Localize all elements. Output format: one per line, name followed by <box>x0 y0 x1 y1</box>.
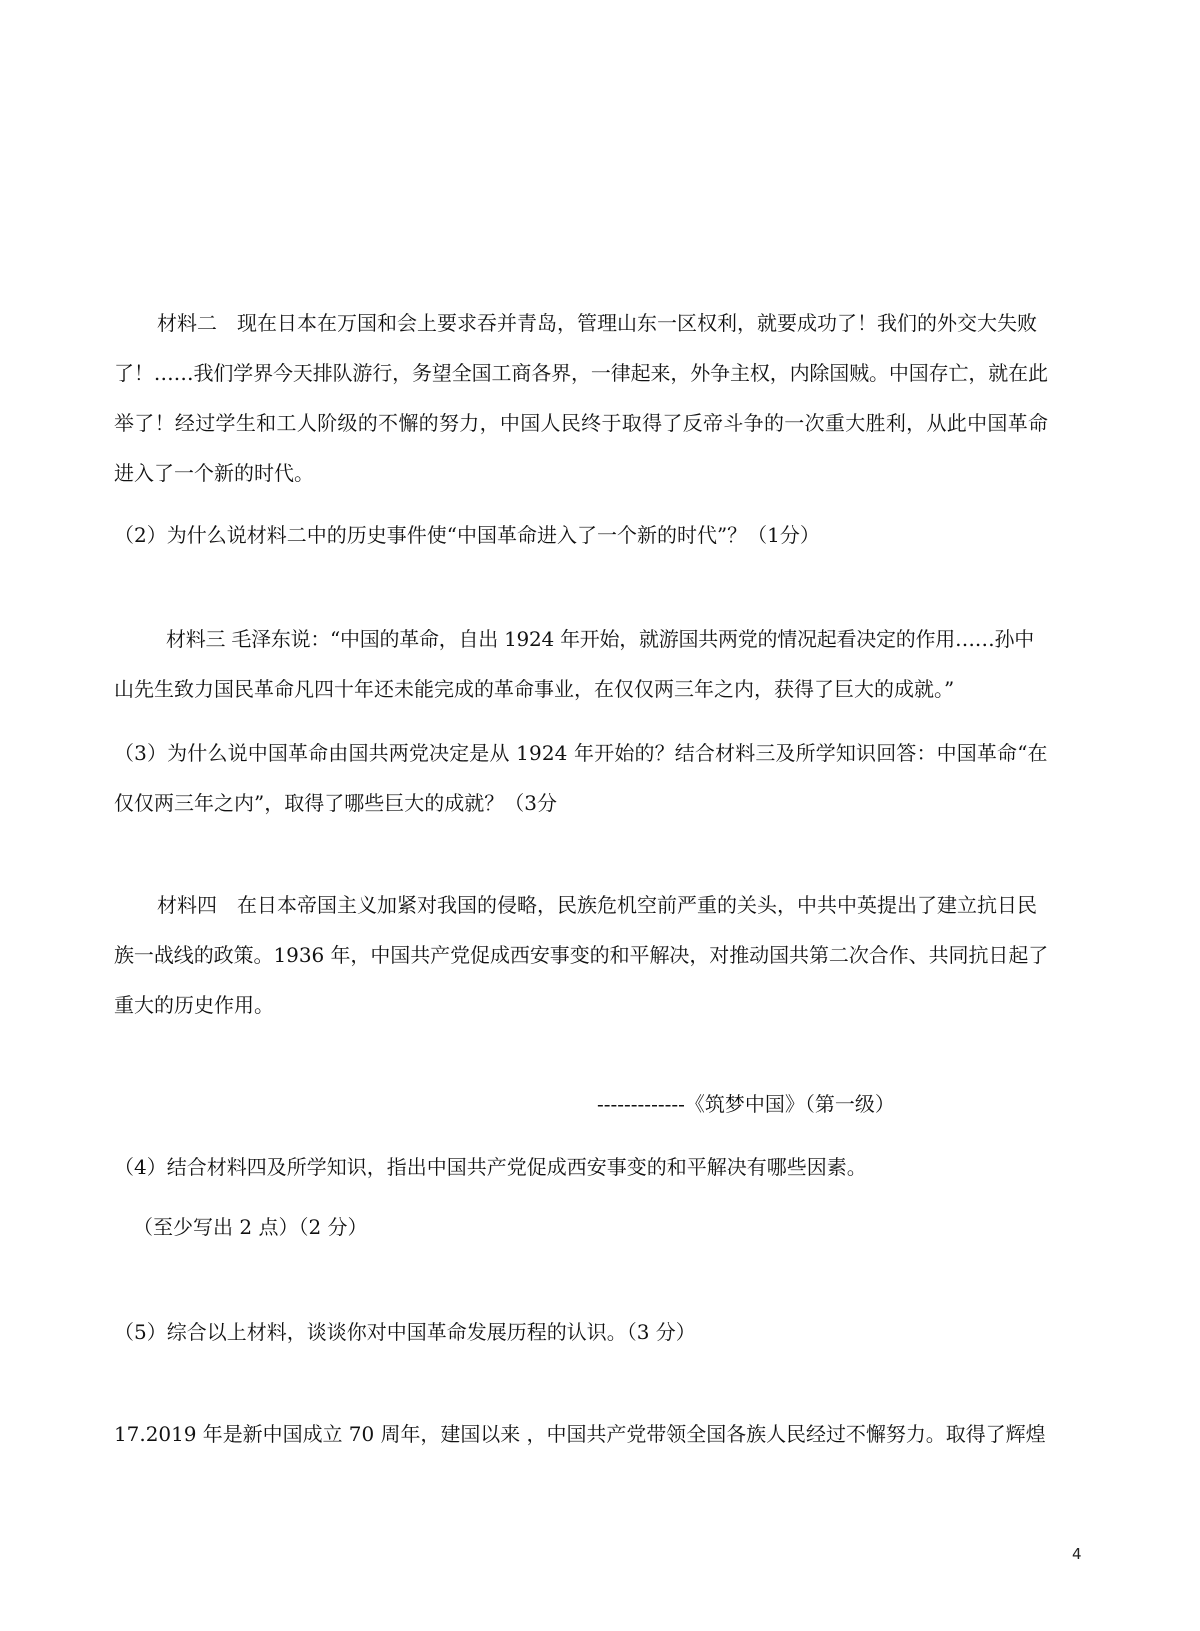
material3-line-2: 山先生致力国民革命凡四十年还未能完成的革命事业，在仅仅两三年之内，获得了巨大的成就。” <box>114 677 955 701</box>
question-4-line-1: （4）结合材料四及所学知识，指出中国共产党促成西安事变的和平解决有哪些因素。 <box>114 1155 867 1179</box>
question-17: 17.2019 年是新中国成立 70 周年，建国以来 ，中国共产党带领全国各族人民经过不懈努力。取得了辉煌 <box>114 1422 1046 1446</box>
material2-line-1: 材料二 现在日本在万国和会上要求吞并青岛，管理山东一区权利，就要成功了！我们的外交大失败 <box>157 311 1037 335</box>
question-3-line-2: 仅仅两三年之内”，取得了哪些巨大的成就？（3分 <box>114 791 557 815</box>
material4-line-3: 重大的历史作用。 <box>114 993 274 1017</box>
question-5: （5）综合以上材料，谈谈你对中国革命发展历程的认识。（3 分） <box>114 1320 696 1344</box>
material3-line-1: 材料三 毛泽东说：“中国的革命，自出 1924 年开始，就游国共两党的情况起看决定的作用……孙中 <box>166 627 1034 651</box>
question-4-line-2: （至少写出 2 点）（2 分） <box>133 1215 368 1239</box>
question-3-line-1: （3）为什么说中国革命由国共两党决定是从 1924 年开始的？结合材料三及所学知识回答：中国革命“在 <box>114 741 1048 765</box>
material2-line-3: 举了！经过学生和工人阶级的不懈的努力，中国人民终于取得了反帝斗争的一次重大胜利，从此中国革命 <box>114 411 1049 435</box>
material2-line-4: 进入了一个新的时代。 <box>114 461 314 485</box>
question-2: （2）为什么说材料二中的历史事件使“中国革命进入了一个新的时代”？（1分） <box>114 523 820 547</box>
material4-line-1: 材料四 在日本帝国主义加紧对我国的侵略，民族危机空前严重的关头，中共中英提出了建立抗日民 <box>157 893 1037 917</box>
material2-line-2: 了！……我们学界今天排队游行，务望全国工商各界，一律起来，外争主权，内除国贼。中国存亡，就在此 <box>114 361 1048 385</box>
page-number: 4 <box>1072 1545 1082 1563</box>
material4-source: -------------《筑梦中国》（第一级） <box>597 1092 895 1116</box>
material4-line-2: 族一战线的政策。1936 年，中国共产党促成西安事变的和平解决，对推动国共第二次合作、共同抗日起了 <box>114 943 1049 967</box>
